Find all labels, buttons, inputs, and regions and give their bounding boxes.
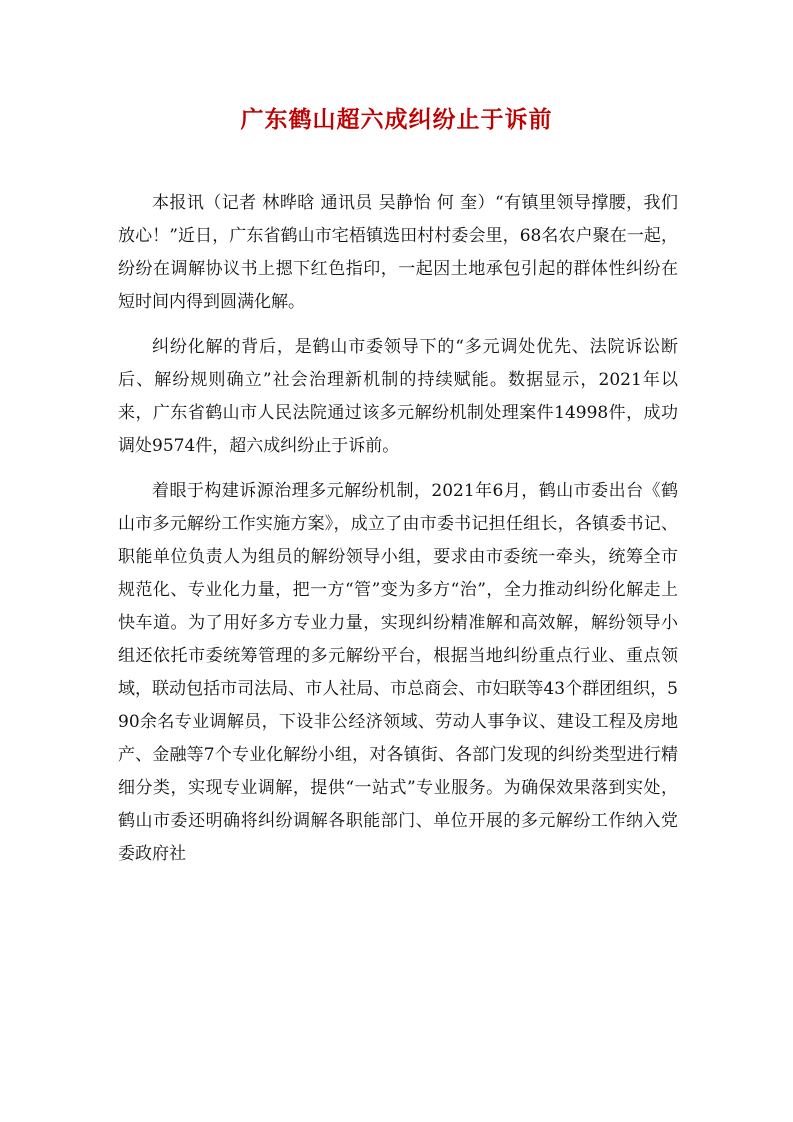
paragraph-1: 本报讯（记者 林晔晗 通讯员 吴静怡 何 奎）“有镇里领导撑腰，我们放心！”近日，广东省鹤山市宅梧镇选田村村委会里，68名农户聚在一起，纷纷在调解协议书上摁下红色指印，一起因土地承包引起的群体性纠纷在短时间内得到圆满化解。 — [118, 193, 678, 312]
paragraph-3: 着眼于构建诉源治理多元解纷机制，2021年6月，鹤山市委出台《鹤山市多元解纷工作实施方案》，成立了由市委书记担任组长，各镇委书记、职能单位负责人为组员的解纷领导小组，要求由市委统一牵头，统筹全市规范化、专业化力量，把一方“管”变为多方“治”，全力推动纠纷化解走上快车道。为了用好多方专业力量，实现纠纷精准解和高效解，解纷领导小组还依托市委统筹管理的多元解纷平台，根据当地纠纷重点行业、重点领域，联动包括市司法局、市人社局、市总商会、市妇联等43个群团组织，590余名专业调解员，下设非公经济领域、劳动人事争议、建设工程及房地产、金融等7个专业化解纷小组，对各镇街、各部门发现的纠纷类型进行精细分类，实现专业调解，提供“一站式”专业服务。为确保效果落到实处，鹤山市委还明确将纠纷调解各职能部门、单位开展的多元解纷工作纳入党委政府社 — [118, 481, 678, 864]
paragraph-2: 纠纷化解的背后，是鹤山市委领导下的“多元调处优先、法院诉讼断后、解纷规则确立”社会治理新机制的持续赋能。数据显示，2021年以来，广东省鹤山市人民法院通过该多元解纷机制处理案件14998件，成功调处9574件，超六成纠纷止于诉前。 — [118, 337, 678, 456]
article-body — [118, 187, 678, 883]
article-title: 广东鹤山超六成纠纷止于诉前 — [240, 107, 553, 133]
